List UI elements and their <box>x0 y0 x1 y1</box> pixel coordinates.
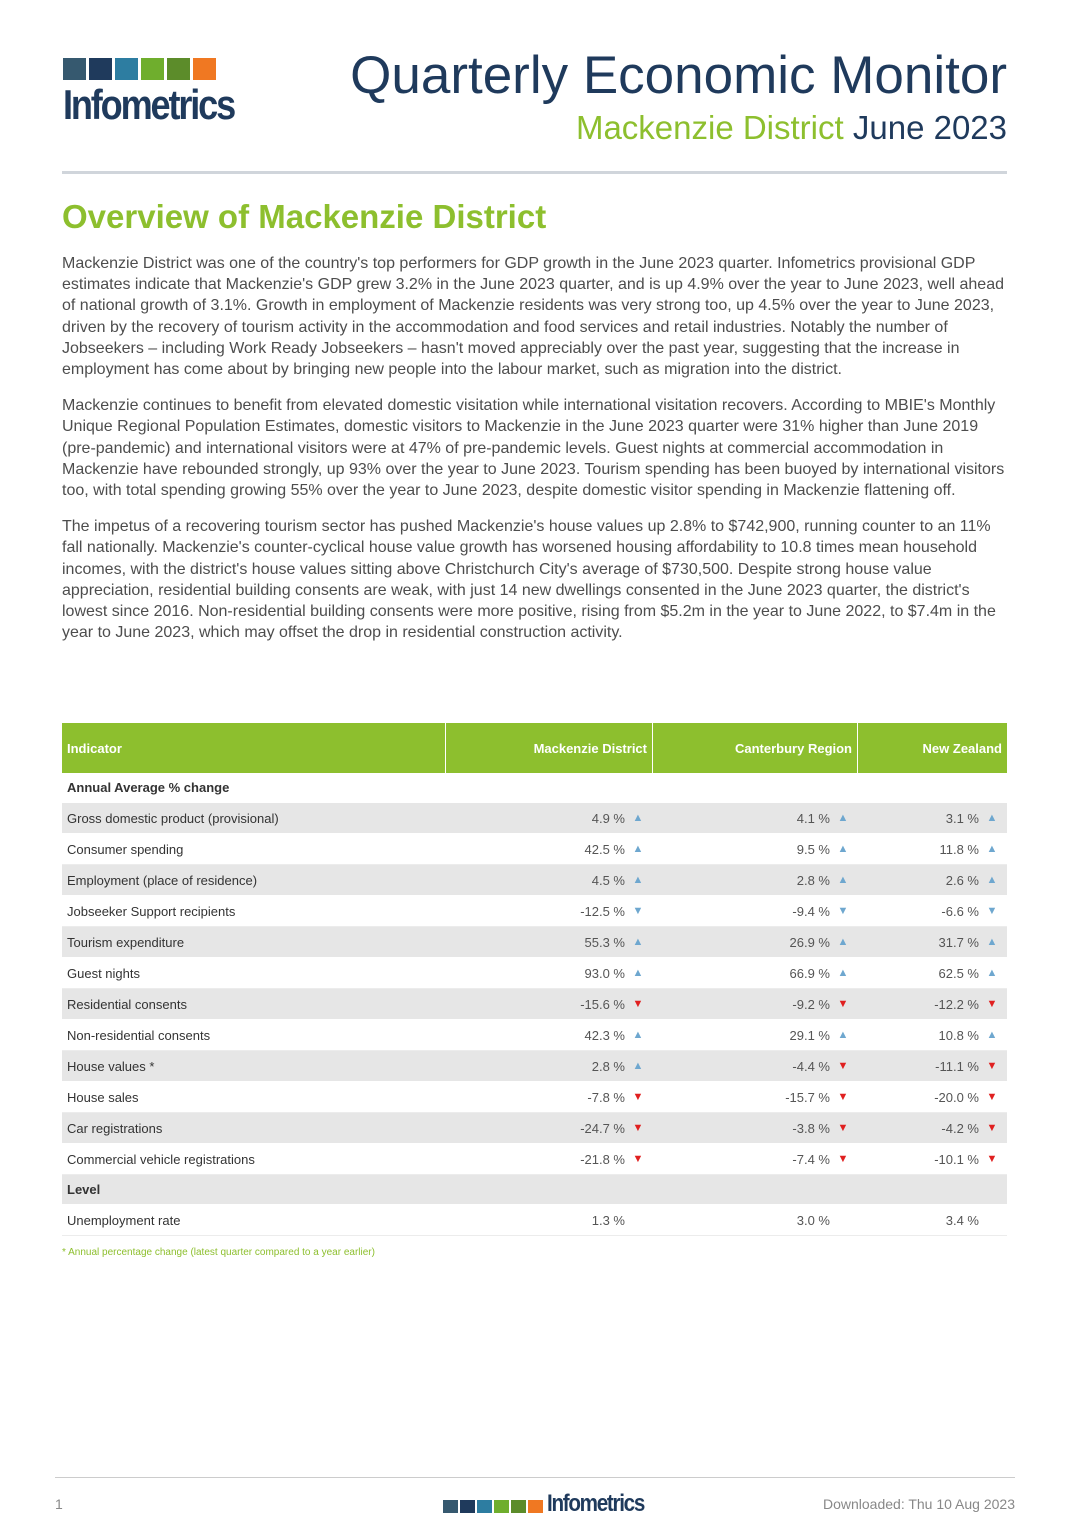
overview-paragraph: Mackenzie District was one of the country's top performers for GDP growth in the June 2023 quarter. Infometrics provisional GDP estimates indicate that Mackenzie's GDP grew 3.2% in the June 2023 quarter, and is up 4.9% over the year to June 2023, well ahead of national growth of 3.1%. Growth in employment of Mackenzie residents was very strong too, up 4.5% over the year to June 2023, driven by the recovery of tourism activity in the accommodation and food services and retail industries. Notably the number of Jobseekers – including Work Ready Jobseekers – hasn't moved appreciably over the past year, suggesting that the increase in employment has come about by bringing new people into the labour market, such as migration into the district. <box>62 255 1004 379</box>
value-cell <box>446 904 653 919</box>
value-cell <box>446 1213 653 1228</box>
table-row <box>62 989 1007 1020</box>
value-cell <box>858 842 1007 857</box>
value-text: 29.1 % <box>789 1027 830 1043</box>
indicator-label: Guest nights <box>67 965 140 981</box>
value-cell <box>446 873 653 888</box>
indicator-label: Unemployment rate <box>67 1212 181 1228</box>
report-period: June 2023 <box>852 109 1007 146</box>
value-cell <box>858 997 1007 1012</box>
table-row <box>62 1113 1007 1144</box>
report-subtitle <box>350 108 1007 148</box>
value-cell <box>446 842 653 857</box>
logo-squares <box>63 58 223 80</box>
footer-logo-wordmark: Infometrics <box>547 1490 645 1517</box>
report-region: Mackenzie District <box>575 109 844 146</box>
value-text: 66.9 % <box>789 965 830 981</box>
indicator-label: Tourism expenditure <box>67 934 185 950</box>
arrow-up-icon: ▲ <box>986 967 998 979</box>
value-cell <box>858 904 1007 919</box>
column-header-canterbury: Canterbury Region <box>653 723 858 773</box>
value-cell <box>858 1213 1007 1228</box>
section-annual-change: Annual Average % change <box>62 773 1007 803</box>
indicator-label: Non-residential consents <box>67 1027 211 1043</box>
value-cell <box>858 1090 1007 1105</box>
value-cell <box>446 935 653 950</box>
indicator-label: Commercial vehicle registrations <box>67 1151 255 1167</box>
arrow-up-icon: ▲ <box>837 1029 849 1041</box>
arrow-down-icon: ▼ <box>986 905 998 917</box>
value-cell <box>858 873 1007 888</box>
arrow-up-icon: ▲ <box>986 936 998 948</box>
indicator-label: Residential consents <box>67 996 187 1012</box>
arrow-down-icon: ▼ <box>632 1091 644 1103</box>
arrow-up-icon: ▲ <box>986 843 998 855</box>
value-text: -6.6 % <box>941 903 979 919</box>
table-row <box>62 803 1007 834</box>
value-text: 9.5 % <box>796 841 830 857</box>
arrow-up-icon: ▲ <box>632 843 644 855</box>
table-row <box>62 1144 1007 1175</box>
table-header <box>62 723 1007 773</box>
value-text: 4.5 % <box>591 872 625 888</box>
table-row <box>62 834 1007 865</box>
arrow-up-icon: ▲ <box>837 936 849 948</box>
arrow-up-icon: ▲ <box>632 967 644 979</box>
value-text: -9.2 % <box>792 996 830 1012</box>
value-cell <box>858 966 1007 981</box>
value-cell <box>653 904 858 919</box>
value-cell <box>858 1152 1007 1167</box>
table-row <box>62 865 1007 896</box>
arrow-down-icon: ▼ <box>632 1122 644 1134</box>
arrow-down-icon: ▼ <box>986 1153 998 1165</box>
value-text: -3.8 % <box>792 1120 830 1136</box>
table-row <box>62 927 1007 958</box>
overview-paragraph: Mackenzie continues to benefit from elevated domestic visitation while international visitation recovers. According to MBIE's Monthly Unique Regional Population Estimates, domestic visitors to Mackenzie in the June 2023 quarter were 31% higher than June 2019 (pre-pandemic) and international visitors were at 47% of pre-pandemic levels. Guest nights at commercial accommodation in Mackenzie have rebounded strongly, up 93% over the year to June 2023. Tourism spending has been buoyed by international visitors too, with total spending growing 55% over the year to June 2023, despite domestic visitor spending in Mackenzie flattening off. <box>62 397 1005 500</box>
indicator-label: Employment (place of residence) <box>67 872 258 888</box>
column-header-indicator: Indicator <box>62 723 446 773</box>
arrow-down-icon: ▼ <box>986 1091 998 1103</box>
value-text: -15.7 % <box>785 1089 830 1105</box>
indicator-label: House values * <box>67 1058 155 1074</box>
overview-paragraph: The impetus of a recovering tourism sector has pushed Mackenzie's house values up 2.8% to $742,900, running counter to an 11% fall nationally. Mackenzie's counter-cyclical house value growth has worsened housing affordability to 10.8 times mean household incomes, with the district's house values sitting above Christchurch City's average of $730,500. Despite strong house value appreciation, residential building consents are weak, with just 14 new dwellings consented in the June 2023 quarter, the district's lowest since 2016. Non-residential building consents were more positive, rising from $5.2m in the year to June 2022, to $7.4m in the year to June 2023, which may offset the drop in residential construction activity. <box>62 518 996 642</box>
value-text: -7.8 % <box>587 1089 625 1105</box>
value-cell <box>858 811 1007 826</box>
column-header-mackenzie: Mackenzie District <box>446 723 653 773</box>
arrow-down-icon: ▼ <box>986 1122 998 1134</box>
value-cell <box>446 997 653 1012</box>
value-text: -15.6 % <box>580 996 625 1012</box>
indicator-label: House sales <box>67 1089 139 1105</box>
value-cell <box>653 1121 858 1136</box>
arrow-down-icon: ▼ <box>837 1153 849 1165</box>
value-text: 3.0 % <box>796 1212 830 1228</box>
value-text: -10.1 % <box>934 1151 979 1167</box>
column-header-new-zealand: New Zealand <box>922 740 1002 756</box>
value-cell <box>446 1090 653 1105</box>
report-title-block <box>350 44 1007 148</box>
arrow-up-icon: ▲ <box>632 874 644 886</box>
arrow-down-icon: ▼ <box>632 905 644 917</box>
value-cell <box>446 1028 653 1043</box>
value-cell <box>653 1090 858 1105</box>
arrow-down-icon: ▼ <box>837 998 849 1010</box>
value-cell <box>653 842 858 857</box>
value-text: 31.7 % <box>938 934 979 950</box>
value-cell <box>653 935 858 950</box>
infometrics-logo <box>63 58 235 128</box>
value-text: 3.4 % <box>945 1212 979 1228</box>
value-text: 1.3 % <box>591 1212 625 1228</box>
indicator-label: Consumer spending <box>67 841 184 857</box>
table-row <box>62 1020 1007 1051</box>
table-row <box>62 1082 1007 1113</box>
arrow-up-icon: ▲ <box>986 812 998 824</box>
value-text: 2.8 % <box>796 872 830 888</box>
table-footnote: * Annual percentage change (latest quarter compared to a year earlier) <box>62 1247 375 1258</box>
arrow-down-icon: ▼ <box>632 1153 644 1165</box>
value-text: 2.8 % <box>591 1058 625 1074</box>
value-text: -12.2 % <box>934 996 979 1012</box>
value-cell <box>653 1152 858 1167</box>
arrow-up-icon: ▲ <box>986 874 998 886</box>
value-cell <box>858 935 1007 950</box>
arrow-up-icon: ▲ <box>837 967 849 979</box>
value-text: -4.2 % <box>941 1120 979 1136</box>
value-cell <box>446 966 653 981</box>
footer-logo <box>443 1490 660 1518</box>
value-text: 3.1 % <box>945 810 979 826</box>
logo-wordmark: Infometrics <box>63 81 235 128</box>
value-cell <box>653 1213 858 1228</box>
arrow-down-icon: ▼ <box>837 1091 849 1103</box>
value-text: 10.8 % <box>938 1027 979 1043</box>
value-cell <box>653 1059 858 1074</box>
arrow-up-icon: ▲ <box>986 1029 998 1041</box>
value-cell <box>446 811 653 826</box>
value-text: -4.4 % <box>792 1058 830 1074</box>
value-cell <box>653 997 858 1012</box>
indicator-label: Jobseeker Support recipients <box>67 903 236 919</box>
header-divider <box>62 171 1007 174</box>
arrow-up-icon: ▲ <box>837 874 849 886</box>
value-text: 55.3 % <box>584 934 625 950</box>
value-text: 11.8 % <box>939 841 979 857</box>
value-cell <box>446 1121 653 1136</box>
value-text: 26.9 % <box>789 934 830 950</box>
arrow-down-icon: ▼ <box>986 998 998 1010</box>
arrow-up-icon: ▲ <box>837 843 849 855</box>
arrow-up-icon: ▲ <box>632 812 644 824</box>
arrow-down-icon: ▼ <box>837 905 849 917</box>
arrow-down-icon: ▼ <box>837 1122 849 1134</box>
download-date: Downloaded: Thu 10 Aug 2023 <box>822 1496 1015 1512</box>
spacer <box>981 1214 1003 1226</box>
value-text: -20.0 % <box>934 1089 979 1105</box>
table-row <box>62 958 1007 989</box>
table-row <box>62 896 1007 927</box>
arrow-down-icon: ▼ <box>632 998 644 1010</box>
indicator-table <box>62 723 1007 1236</box>
overview-body <box>62 253 1010 658</box>
indicator-label: Car registrations <box>67 1120 163 1136</box>
value-cell <box>446 1152 653 1167</box>
section-level: Level <box>62 1175 1007 1205</box>
arrow-up-icon: ▲ <box>632 1060 644 1072</box>
value-cell <box>858 1059 1007 1074</box>
value-text: -7.4 % <box>792 1151 830 1167</box>
value-cell <box>653 1028 858 1043</box>
value-text: 42.5 % <box>584 841 625 857</box>
value-cell <box>653 966 858 981</box>
value-text: -12.5 % <box>580 903 625 919</box>
level-rows <box>62 1205 1007 1236</box>
footer-logo-squares <box>443 1500 543 1513</box>
table-row <box>62 1051 1007 1082</box>
value-cell <box>858 1121 1007 1136</box>
table-row <box>62 1205 1007 1236</box>
value-text: 4.1 % <box>796 810 830 826</box>
value-text: -24.7 % <box>580 1120 625 1136</box>
value-cell <box>653 873 858 888</box>
value-text: 42.3 % <box>584 1027 625 1043</box>
value-text: -21.8 % <box>580 1151 625 1167</box>
value-cell <box>858 1028 1007 1043</box>
indicator-label: Gross domestic product (provisional) <box>67 810 279 826</box>
arrow-up-icon: ▲ <box>632 1029 644 1041</box>
value-text: -11.1 % <box>935 1058 979 1074</box>
value-text: 4.9 % <box>591 810 625 826</box>
value-text: -9.4 % <box>792 903 830 919</box>
value-cell <box>446 1059 653 1074</box>
footer-divider <box>55 1477 1015 1478</box>
arrow-up-icon: ▲ <box>837 812 849 824</box>
value-cell <box>653 811 858 826</box>
spacer <box>832 1214 854 1226</box>
report-title: Quarterly Economic Monitor <box>350 46 1007 105</box>
value-text: 62.5 % <box>938 965 979 981</box>
page-number: 1 <box>55 1496 63 1512</box>
spacer <box>627 1214 649 1226</box>
annual-rows <box>62 803 1007 1175</box>
arrow-up-icon: ▲ <box>632 936 644 948</box>
value-text: 2.6 % <box>945 872 979 888</box>
overview-heading: Overview of Mackenzie District <box>62 198 547 235</box>
arrow-down-icon: ▼ <box>986 1060 998 1072</box>
value-text: 93.0 % <box>584 965 625 981</box>
arrow-down-icon: ▼ <box>837 1060 849 1072</box>
